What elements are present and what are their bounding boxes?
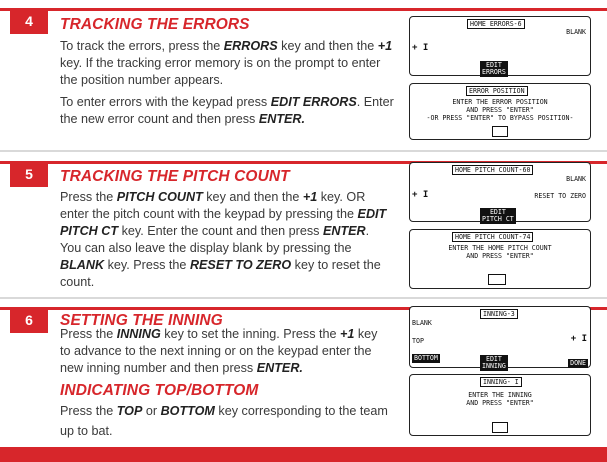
divider	[0, 297, 607, 299]
section-4-title: TRACKING THE ERRORS	[60, 16, 250, 33]
section-6-paragraph-2: Press the TOP or BOTTOM key corresponding to the team up to bat.	[60, 404, 388, 438]
lcd-enter-inning	[409, 374, 591, 436]
lcd-plus-one-label: + I	[412, 43, 429, 53]
section-5-paragraph: Press the PITCH COUNT key and then the +1 key. OR enter the pitch count with the keypad by pressing the EDIT PITCH CT key. Enter the count and then press ENTER. You can also leave the display blank by pressing the BLANK key. Press the RESET TO ZERO key to reset the count.	[60, 190, 387, 289]
lcd-line-2: AND PRESS "ENTER"	[466, 252, 534, 260]
lcd-done-softkey: DONE	[570, 359, 586, 367]
section-4-paragraph-1: To track the errors, press the ERRORS key and then the +1 key. If the tracking error memory is on the prompt to enter the position number appears.	[60, 39, 393, 87]
lcd-inning	[409, 306, 591, 368]
section-4-number: 4	[10, 8, 48, 34]
lcd-line-1: ENTER THE ERROR POSITION	[452, 98, 548, 106]
lcd-edit-pitch-softkey: EDIT PITCH CT	[482, 208, 514, 223]
lcd-plus-one-label: + I	[412, 190, 429, 200]
lcd-top-label: TOP	[412, 337, 424, 345]
section-5-number: 5	[10, 161, 48, 187]
lcd-line-3: -OR PRESS "ENTER" TO BYPASS POSITION-	[426, 114, 574, 122]
lcd-title: ERROR POSITION	[466, 86, 528, 96]
lcd-line-2: AND PRESS "ENTER"	[466, 399, 534, 407]
section-6-paragraph-1: Press the INNING key to set the inning. Press the +1 key to advance to the next inning or on the keypad enter the new inning number and then press ENTER.	[60, 327, 378, 375]
section-6-number: 6	[10, 307, 48, 333]
lcd-blank-label: BLANK	[566, 175, 586, 183]
section-6-title: SETTING THE INNING	[60, 312, 223, 329]
section-4-top-rule	[0, 8, 607, 11]
lcd-line-1: ENTER THE INNING	[468, 391, 532, 399]
lcd-line-2: AND PRESS "ENTER"	[466, 106, 534, 114]
lcd-bottom-softkey: BOTTOM	[414, 354, 438, 362]
lcd-enter-pitch-count	[409, 229, 591, 289]
lcd-title: HOME PITCH COUNT-60	[452, 165, 533, 175]
lcd-blank-label: BLANK	[412, 319, 432, 327]
divider	[0, 150, 607, 152]
section-5-title: TRACKING THE PITCH COUNT	[60, 168, 290, 185]
lcd-title: INNING-3	[480, 309, 518, 319]
lcd-error-position	[409, 83, 591, 140]
lcd-title: INNING- I	[480, 377, 522, 387]
lcd-home-errors	[409, 16, 591, 76]
lcd-plus-one-label: + I	[570, 334, 587, 344]
lcd-edit-inning-softkey: EDIT INNING	[482, 355, 506, 370]
lcd-home-pitch-count	[409, 162, 591, 222]
lcd-line-1: ENTER THE HOME PITCH COUNT	[448, 244, 552, 252]
lcd-reset-label: RESET TO ZERO	[534, 192, 586, 200]
lcd-edit-errors-softkey: EDIT ERRORS	[482, 61, 506, 76]
lcd-entry-cursor	[492, 126, 508, 137]
lcd-blank-label: BLANK	[566, 28, 586, 36]
lcd-title: HOME ERRORS-6	[467, 19, 525, 29]
section-6-subtitle: INDICATING TOP/BOTTOM	[60, 382, 259, 399]
section-4-paragraph-2: To enter errors with the keypad press EDIT ERRORS. Enter the new error count and then press ENTER.	[60, 95, 394, 126]
lcd-entry-cursor	[492, 422, 508, 433]
bottom-rule	[0, 447, 607, 462]
lcd-title: HOME PITCH COUNT-74	[452, 232, 533, 242]
lcd-entry-cursor	[488, 274, 506, 285]
